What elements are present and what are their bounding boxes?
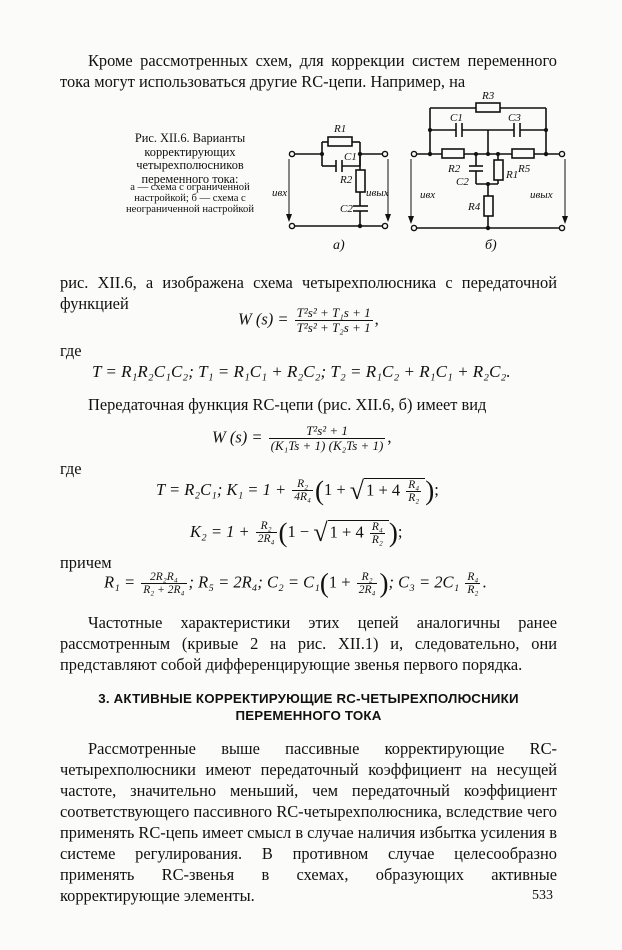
eq4-g-num: R₄ bbox=[408, 478, 420, 491]
eq1-denominator: T²s² + T₂s + 1 bbox=[296, 319, 371, 335]
eq4-paren-close: ) bbox=[425, 475, 435, 506]
label-C3-b: C3 bbox=[508, 112, 521, 124]
section-heading bbox=[60, 690, 557, 724]
eq5-one-minus: 1 − bbox=[287, 521, 310, 541]
eq4-g-den: R₂ bbox=[408, 491, 420, 504]
eq5-f-num: R₂ bbox=[256, 520, 277, 533]
eq1-tail: , bbox=[374, 309, 379, 329]
eq5-fraction-2 bbox=[370, 521, 385, 547]
eq6-paren-open: ( bbox=[319, 568, 329, 598]
eq6-fraction-c3 bbox=[465, 571, 480, 597]
eq3-lhs: W (s) = bbox=[212, 427, 263, 447]
section-heading-line-1: 3. АКТИВНЫЕ КОРРЕКТИРУЮЩИЕ RC-ЧЕТЫРЕХПОЛЮСНИКИ bbox=[98, 691, 519, 706]
label-R1-a: R1 bbox=[334, 123, 347, 135]
label-C2-a: C2 bbox=[340, 203, 353, 215]
figure-label-b: б) bbox=[485, 238, 497, 253]
eq4-one-plus: 1 + bbox=[323, 479, 346, 499]
eq1-fraction bbox=[295, 306, 373, 335]
eq6-c3-num: R₄ bbox=[467, 570, 479, 583]
label-uout-b: uвых bbox=[530, 189, 553, 201]
equation-4 bbox=[156, 476, 439, 506]
figure-label-a: а) bbox=[333, 238, 345, 253]
eq4-semicolon: ; bbox=[434, 479, 439, 499]
eq6-r1-den: R₂ + 2R₄ bbox=[143, 583, 185, 596]
eq4-left: T = R₂C₁; K₁ = 1 + bbox=[156, 479, 287, 499]
equation-3 bbox=[212, 424, 391, 453]
eq5-sqrt-inner: 1 + 4 bbox=[329, 522, 364, 542]
label-R5-b: R5 bbox=[518, 163, 531, 175]
equation-6 bbox=[104, 570, 487, 597]
eq1-numerator: T²s² + T₁s + 1 bbox=[296, 305, 371, 320]
eq5-g-num: R₄ bbox=[371, 520, 383, 533]
eq4-paren-open: ( bbox=[314, 475, 324, 506]
eq5-fraction-1 bbox=[256, 520, 277, 546]
eq6-end: . bbox=[482, 572, 487, 592]
label-R2-a: R2 bbox=[340, 174, 353, 186]
eq5-radical: √ 1 + 4 $\frac{\text{R₄}}{\text{R₂}}$ bbox=[313, 518, 389, 548]
eq4-fraction-1 bbox=[292, 478, 313, 504]
eq6-c2-num: R₂ bbox=[357, 571, 378, 584]
eq4-sqrt-inner: 1 + 4 bbox=[366, 480, 401, 500]
paragraph-4: Рассмотренные выше пассивные корректирующие RC-четырехполюсники имеют передаточный коэффициент на несущей частоте, значительно меньший, чем передаточный коэффициент соответствующего пассивного RC-четырехполюсника, вследствие чего применять RC-цепь имеет смысл в случае наличия избытка усиления в системе регулирования. В противном случае целесообразно применять RC-звенья в схемах, образующих активные корректирующие элементы. bbox=[60, 739, 557, 905]
label-C2-b: C2 bbox=[456, 176, 469, 188]
eq4-f-den: 4R₄ bbox=[294, 491, 311, 504]
eq6-c3: ; C₃ = 2C₁ bbox=[388, 572, 460, 592]
equation-1 bbox=[238, 306, 379, 335]
equation-5 bbox=[190, 518, 402, 548]
eq5-paren-open: ( bbox=[278, 517, 288, 548]
intro-paragraph: Кроме рассмотренных схем, для коррекции систем переменного тока могут использоваться другие RC-цепи. Например, на bbox=[60, 51, 557, 91]
eq5-semicolon: ; bbox=[397, 521, 403, 541]
eq3-denominator: (K₁Ts + 1) (K₂Ts + 1) bbox=[270, 437, 384, 453]
eq4-radical: √ 1 + 4 $\frac{\text{R₄}}{\text{R₂}}$ bbox=[350, 476, 426, 506]
eq6-r1: R₁ = bbox=[104, 572, 136, 592]
label-uin-a: uвх bbox=[272, 187, 288, 199]
eq6-paren-close: ) bbox=[379, 568, 389, 598]
eq3-tail: , bbox=[387, 427, 392, 447]
label-uin-b: uвх bbox=[420, 189, 436, 201]
label-C1-a: C1 bbox=[344, 151, 357, 163]
eq5-f-den: 2R₄ bbox=[257, 533, 275, 546]
label-R4-b: R4 bbox=[468, 201, 481, 213]
label-C1-b: C1 bbox=[450, 112, 463, 124]
eq1-lhs: W (s) = bbox=[238, 309, 289, 329]
eq6-fraction-c2 bbox=[357, 571, 378, 597]
moreover-word: причем bbox=[60, 553, 112, 572]
eq4-f-num: R₂ bbox=[292, 478, 313, 491]
section-heading-line-2: ПЕРЕМЕННОГО ТОКА bbox=[235, 708, 382, 723]
figure-caption-legend: а — схема с ограниченной настройкой; б — схема с неограниченной настройкой bbox=[125, 182, 254, 215]
label-R2-b: R2 bbox=[448, 163, 461, 175]
eq6-c2-den: 2R₄ bbox=[358, 583, 376, 596]
eq3-fraction bbox=[269, 424, 386, 453]
eq3-numerator: T²s² + 1 bbox=[269, 424, 386, 439]
eq6-one-plus: 1 + bbox=[328, 572, 351, 592]
where-1: где bbox=[60, 341, 82, 360]
eq6-r1-num: 2R₂R₄ bbox=[141, 571, 186, 584]
where-2: где bbox=[60, 459, 82, 478]
eq6-fraction-r1 bbox=[141, 571, 186, 597]
label-R3-b: R3 bbox=[482, 90, 495, 102]
page-number: 533 bbox=[532, 888, 553, 903]
eq5-paren-close: ) bbox=[388, 517, 398, 548]
equation-2: T = R₁R₂C₁C₂; T₁ = R₁C₁ + R₂C₂; T₂ = R₁C₂ + R₁C₁ + R₂C₂. bbox=[92, 362, 511, 381]
label-R1-b: R1 bbox=[506, 169, 519, 181]
eq5-left: K₂ = 1 + bbox=[190, 521, 250, 541]
paragraph-1: рис. XII.6, а изображена схема четырехполюсника с передаточной функцией bbox=[60, 273, 557, 313]
paragraph-3: Частотные характеристики этих цепей аналогичны ранее рассмотренным (кривые 2 на рис. XII.1) и, следовательно, они представляют собой дифференцирующие звенья первого порядка. bbox=[60, 613, 557, 674]
circuit-diagram-b bbox=[408, 86, 578, 246]
eq5-g-den: R₂ bbox=[371, 533, 383, 546]
figure-caption-title: Рис. XII.6. Варианты корректирующих четырехполюсников переменного тока: bbox=[134, 131, 246, 186]
eq6-c3-den: R₂ bbox=[467, 583, 479, 596]
eq6-mid: ; R₅ = 2R₄; C₂ = C₁ bbox=[188, 572, 320, 592]
eq4-fraction-2 bbox=[406, 479, 421, 505]
paragraph-2: Передаточная функция RC-цепи (рис. XII.6, б) имеет вид bbox=[88, 395, 487, 414]
label-uout-a: uвых bbox=[366, 187, 389, 199]
